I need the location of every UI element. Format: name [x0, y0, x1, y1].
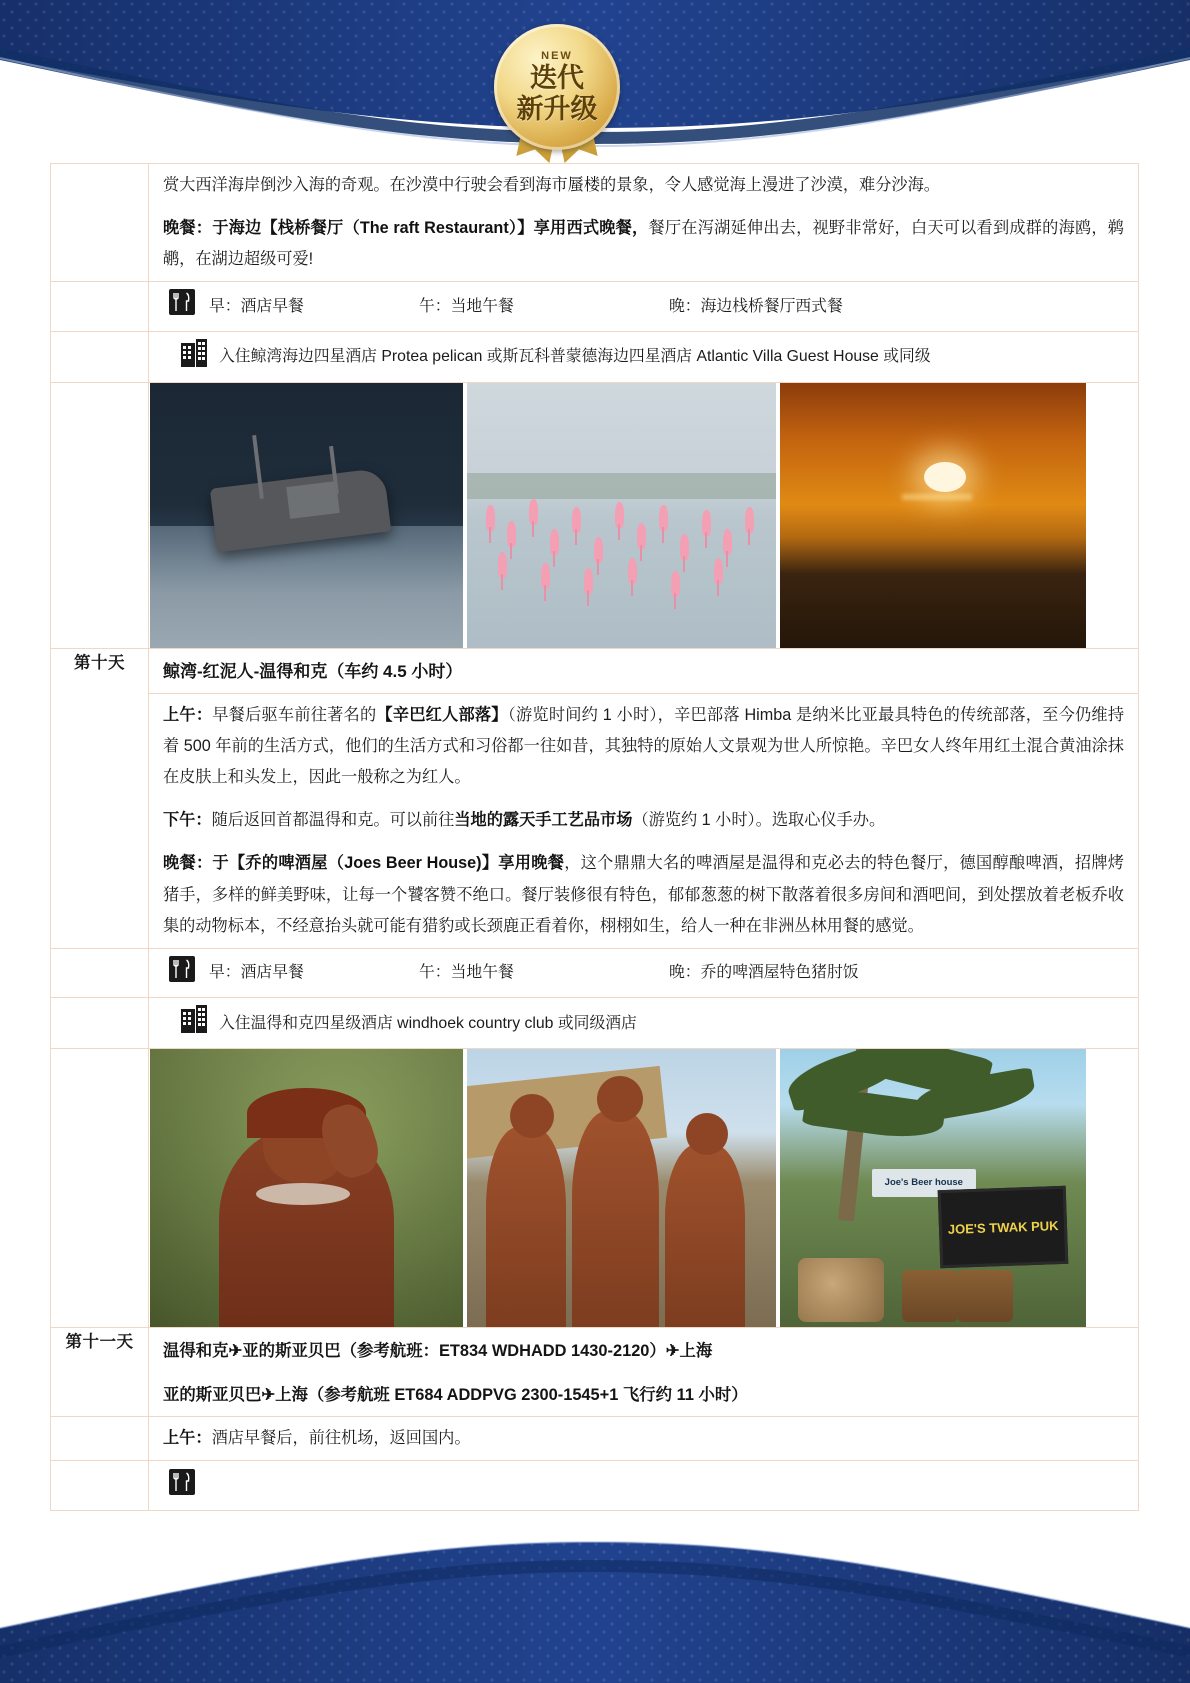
day9-paragraph-2 — [149, 207, 1138, 281]
day10-dinner-bold: 晚餐：于【乔的啤酒屋（Joes Beer House)】享用晚餐 — [163, 854, 565, 873]
day10-morning-bold-b: 【辛巴红人部落】 — [376, 706, 508, 725]
day10-hotel-line — [149, 998, 1138, 1048]
seal-line-2: 新升级 — [516, 93, 598, 124]
cutlery-icon — [169, 1469, 195, 1500]
flamingos-photo — [467, 383, 776, 648]
wooden-log — [798, 1258, 884, 1322]
shipwreck-scene — [150, 383, 463, 648]
day10-photo-strip — [150, 1049, 1138, 1327]
flamingo — [659, 505, 668, 531]
joes-beer-house-photo — [780, 1049, 1086, 1327]
day9-dinner: 晚：海边栈桥餐厅西式餐 — [669, 297, 843, 315]
himba-woman-scene — [150, 1049, 463, 1327]
sunset-sea-photo — [780, 383, 1086, 648]
himba-figure — [665, 1144, 745, 1327]
flamingo — [594, 537, 603, 563]
day9-meals-cell — [149, 282, 1139, 331]
seal-line-1: 迭代 — [530, 63, 584, 94]
day10-afternoon-bold-b: 当地的露天手工艺品市场 — [454, 811, 633, 830]
day11-flight-line-2: 亚的斯亚贝巴✈上海（参考航班 ET684 ADDPVG 2300-1545+1 飞行约 11 小时） — [163, 1386, 748, 1405]
flamingo — [486, 505, 495, 531]
day11-morning-bold: 上午： — [163, 1428, 212, 1447]
flamingo — [745, 507, 754, 533]
day10-breakfast: 早：酒店早餐 — [209, 964, 304, 982]
joes-beer-house-scene — [780, 1049, 1086, 1327]
day11-morning-row — [51, 1416, 1139, 1460]
day9-meals-row — [51, 282, 1139, 331]
day10-label: 第十天 — [74, 653, 125, 672]
day10-afternoon-text-a: 随后返回首都温得和克。可以前往 — [211, 811, 455, 830]
day11-flight-line-1: 温得和克✈亚的斯亚贝巴（参考航班：ET834 WDHADD 1430-2120）✈上海 — [163, 1342, 713, 1361]
day9-hotel-label-cell — [51, 331, 149, 382]
seal-inner — [494, 24, 620, 150]
day10-afternoon-bold: 下午： — [163, 811, 212, 830]
day9-paragraph-row — [51, 164, 1139, 282]
seal-new-label: NEW — [541, 50, 573, 63]
day10-body-row — [51, 694, 1139, 949]
day11-morning-cell — [149, 1416, 1139, 1460]
day9-breakfast: 早：酒店早餐 — [209, 297, 304, 315]
day9-meal-segments — [209, 294, 1124, 319]
day11-label: 第十一天 — [65, 1333, 134, 1352]
himba-group-scene — [467, 1049, 776, 1327]
hotel-icon — [181, 1005, 207, 1041]
flamingo — [680, 534, 689, 560]
flamingo — [702, 510, 711, 536]
day9-hotel-text: 入住鲸湾海边四星酒店 Protea pelican 或斯瓦科普蒙德海边四星酒店 Atlantic Villa Guest House 或同级 — [219, 348, 931, 366]
sun-disc — [924, 462, 966, 492]
day10-dinner-meal: 晚：乔的啤酒屋特色猪肘饭 — [669, 964, 859, 982]
day10-meal-segments — [209, 960, 1124, 985]
sun-reflection — [902, 494, 972, 500]
day10-lunch: 午：当地午餐 — [419, 964, 514, 982]
himba-woman-necklace — [256, 1183, 350, 1205]
day9-hotel-cell — [149, 331, 1139, 382]
day9-hotel-line — [149, 332, 1138, 382]
day10-afternoon-text-b: （游览约 1 小时）。选取心仪手办。 — [632, 811, 886, 830]
flamingo — [637, 523, 646, 549]
day11-meal-row — [149, 1461, 1138, 1510]
day9-lunch: 午：当地午餐 — [419, 297, 514, 315]
shipwreck-sea — [150, 526, 463, 648]
day11-meals-cell — [149, 1460, 1139, 1510]
day10-morning-bold: 上午： — [163, 706, 213, 725]
flamingos-scene — [467, 383, 776, 648]
flamingo — [671, 571, 680, 597]
flamingo — [541, 563, 550, 589]
flamingo — [615, 502, 624, 528]
cutlery-icon — [169, 956, 195, 990]
day9-photos-cell — [149, 382, 1139, 648]
flamingo — [628, 558, 637, 584]
new-upgrade-seal — [494, 24, 620, 150]
day11-flights-cell — [149, 1328, 1139, 1416]
day9-paragraph-1: 赏大西洋海岸倒沙入海的奇观。在沙漠中行驶会看到海市蜃楼的景象，令人感觉海上漫进了沙漠，难分沙海。 — [163, 176, 940, 194]
day9-dinner-rest: 餐厅在泻湖延伸出去，视野非常好，白天可以看到成群的海鸥，鹈鹕，在湖边超级可爱! — [163, 219, 1124, 269]
joes-beer-house-board: Joe's Beer house — [872, 1169, 976, 1197]
day10-title-cell — [149, 648, 1139, 693]
flamingo — [572, 507, 581, 533]
page-bottom-decoration — [0, 1508, 1190, 1683]
beer-barrel — [902, 1270, 958, 1322]
cutlery-icon — [169, 289, 195, 323]
day10-photos-row — [51, 1049, 1139, 1328]
day10-meals-label-cell — [51, 948, 149, 997]
day10-title-row — [51, 648, 1139, 693]
flamingo — [584, 568, 593, 594]
sunset-scene — [780, 383, 1086, 648]
day10-body-cell — [149, 694, 1139, 949]
day10-meals-cell — [149, 948, 1139, 997]
shipwreck-cabin — [286, 481, 340, 519]
day9-photo-strip — [150, 383, 1138, 648]
day10-morning-text-a: 早餐后驱车前往著名的 — [212, 706, 377, 725]
flamingo — [498, 552, 507, 578]
day10-photos-cell — [149, 1049, 1139, 1328]
day10-meals-row — [51, 948, 1139, 997]
day11-morning-paragraph — [149, 1417, 1138, 1460]
flamingo — [529, 499, 538, 525]
day10-dinner-text: ，这个鼎鼎大名的啤酒屋是温得和克必去的特色餐厅，德国醇酿啤酒，招牌烤猪手，多样的鲜美野味，让每一个饕客赞不绝口。餐厅装修很有特色，郁郁葱葱的树下散落着很多房间和酒吧间，到处摆放着老板乔收集的动物标本，不经意抬头就可能有猎豹或长颈鹿正看着你，栩栩如生，给人一种在非洲丛林用餐的感觉。 — [163, 854, 1124, 935]
day9-meal-row — [149, 282, 1138, 330]
day9-meals-label-cell — [51, 282, 149, 331]
himba-woman-photo — [150, 1049, 463, 1327]
day11-label-cell — [51, 1328, 149, 1416]
day11-meals-label-cell — [51, 1460, 149, 1510]
day10-dinner-paragraph — [149, 842, 1138, 947]
himba-figure-head — [597, 1076, 643, 1122]
day11-flights-row — [51, 1328, 1139, 1416]
bottom-band-svg — [0, 1508, 1190, 1683]
himba-group-photo — [467, 1049, 776, 1327]
hotel-icon — [181, 339, 207, 375]
day10-morning-paragraph — [149, 694, 1138, 799]
day10-label-cell — [51, 648, 149, 948]
day11-meals-row — [51, 1460, 1139, 1510]
day10-hotel-text: 入住温得和克四星级酒店 windhoek country club 或同级酒店 — [219, 1014, 637, 1032]
flamingo — [507, 521, 516, 547]
day10-afternoon-paragraph — [149, 799, 1138, 842]
day10-hotel-row — [51, 998, 1139, 1049]
day9-label-cell — [51, 164, 149, 282]
himba-figure — [572, 1111, 659, 1328]
day9-hotel-row — [51, 331, 1139, 382]
flamingo — [723, 529, 732, 555]
day9-body-cell — [149, 164, 1139, 282]
day10-meal-row — [149, 949, 1138, 997]
day10-morning-text-b: （游览时间约 1 小时），辛巴部落 Himba 是纳米比亚最具特色的传统部落，至今仍维持着 500 年前的生活方式，他们的生活方式和习俗都一往如昔，其独特的原始人文景观为世人所惊艳。辛巴女人终年用红土混合黄油涂抹在皮肤上和头发上，因此一般称之为红人。 — [163, 706, 1125, 787]
flamingos-shoreline — [467, 473, 776, 500]
joes-beer-house-sign: JOE'S TWAK PUK — [938, 1186, 1069, 1269]
day10-hotel-label-cell — [51, 998, 149, 1049]
day10-hotel-cell — [149, 998, 1139, 1049]
day9-photos-row — [51, 382, 1139, 648]
day10-photos-label-cell — [51, 1049, 149, 1328]
day11-morning-label-cell — [51, 1416, 149, 1460]
itinerary-table — [50, 163, 1139, 1511]
flamingo — [714, 558, 723, 584]
day10-title: 鲸湾-红泥人-温得和克（车约 4.5 小时） — [163, 661, 463, 681]
flamingo — [550, 529, 559, 555]
day9-photos-label-cell — [51, 382, 149, 648]
day9-dinner-bold: 晚餐：于海边【栈桥餐厅（The raft Restaurant）】享用西式晚餐， — [163, 219, 649, 238]
beer-barrel — [957, 1270, 1013, 1322]
day11-morning-text: 酒店早餐后，前往机场，返回国内。 — [211, 1428, 471, 1447]
himba-figure — [486, 1127, 566, 1327]
shipwreck-photo — [150, 383, 463, 648]
